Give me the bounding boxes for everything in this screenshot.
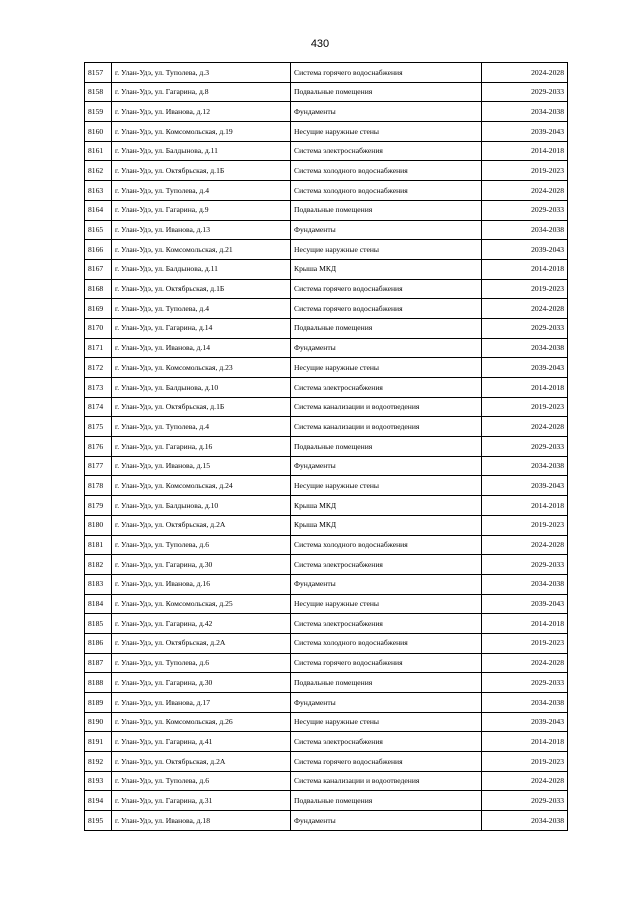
row-number-cell: 8186: [85, 633, 112, 653]
building-element-cell: Фундаменты: [291, 811, 482, 831]
repair-period-cell: 2014-2018: [482, 259, 568, 279]
repair-period-cell: 2029-2033: [482, 318, 568, 338]
repair-period-cell: 2039-2043: [482, 358, 568, 378]
address-cell: г. Улан-Удэ, ул. Туполева, д.4: [112, 417, 291, 437]
building-element-cell: Система горячего водоснабжения: [291, 63, 482, 83]
table-row: [85, 397, 568, 417]
row-number-cell: 8183: [85, 574, 112, 594]
row-number-cell: 8177: [85, 456, 112, 476]
address-cell: г. Улан-Удэ, ул. Гагарина, д.42: [112, 614, 291, 634]
row-number-cell: 8173: [85, 378, 112, 398]
building-element-cell: Фундаменты: [291, 574, 482, 594]
repair-period-cell: 2014-2018: [482, 141, 568, 161]
address-cell: г. Улан-Удэ, ул. Туполева, д.6: [112, 535, 291, 555]
building-element-cell: Несущие наружные стены: [291, 240, 482, 260]
address-cell: г. Улан-Удэ, ул. Октябрьская, д.2А: [112, 633, 291, 653]
address-cell: г. Улан-Удэ, ул. Балдынова, д.10: [112, 378, 291, 398]
building-element-cell: Система электроснабжения: [291, 732, 482, 752]
repair-period-cell: 2029-2033: [482, 200, 568, 220]
table-row: [85, 712, 568, 732]
table-row: [85, 358, 568, 378]
table-row: [85, 614, 568, 634]
address-cell: г. Улан-Удэ, ул. Гагарина, д.31: [112, 791, 291, 811]
address-cell: г. Улан-Удэ, ул. Гагарина, д.14: [112, 318, 291, 338]
row-number-cell: 8176: [85, 437, 112, 457]
building-element-cell: Система горячего водоснабжения: [291, 653, 482, 673]
address-cell: г. Улан-Удэ, ул. Туполева, д.4: [112, 181, 291, 201]
address-cell: г. Улан-Удэ, ул. Иванова, д.18: [112, 811, 291, 831]
row-number-cell: 8172: [85, 358, 112, 378]
row-number-cell: 8164: [85, 200, 112, 220]
row-number-cell: 8159: [85, 102, 112, 122]
row-number-cell: 8158: [85, 82, 112, 102]
row-number-cell: 8174: [85, 397, 112, 417]
table-row: [85, 515, 568, 535]
repair-period-cell: 2024-2028: [482, 771, 568, 791]
repair-period-cell: 2034-2038: [482, 102, 568, 122]
table-row: [85, 299, 568, 319]
table-row: [85, 122, 568, 142]
table-row: [85, 555, 568, 575]
address-cell: г. Улан-Удэ, ул. Иванова, д.16: [112, 574, 291, 594]
address-cell: г. Улан-Удэ, ул. Иванова, д.17: [112, 693, 291, 713]
address-cell: г. Улан-Удэ, ул. Комсомольская, д.25: [112, 594, 291, 614]
address-cell: г. Улан-Удэ, ул. Октябрьская, д.1Б: [112, 279, 291, 299]
page-number: 430: [310, 38, 330, 50]
repair-period-cell: 2034-2038: [482, 220, 568, 240]
table-row: [85, 791, 568, 811]
building-element-cell: Система горячего водоснабжения: [291, 299, 482, 319]
repair-period-cell: 2014-2018: [482, 496, 568, 516]
address-cell: г. Улан-Удэ, ул. Балдынова, д.11: [112, 141, 291, 161]
building-element-cell: Система холодного водоснабжения: [291, 161, 482, 181]
address-cell: г. Улан-Удэ, ул. Комсомольская, д.26: [112, 712, 291, 732]
row-number-cell: 8170: [85, 318, 112, 338]
table-row: [85, 437, 568, 457]
address-cell: г. Улан-Удэ, ул. Иванова, д.14: [112, 338, 291, 358]
row-number-cell: 8189: [85, 693, 112, 713]
building-element-cell: Фундаменты: [291, 693, 482, 713]
address-cell: г. Улан-Удэ, ул. Иванова, д.13: [112, 220, 291, 240]
repair-period-cell: 2024-2028: [482, 535, 568, 555]
building-element-cell: Система электроснабжения: [291, 378, 482, 398]
address-cell: г. Улан-Удэ, ул. Иванова, д.12: [112, 102, 291, 122]
table-row: [85, 693, 568, 713]
row-number-cell: 8157: [85, 63, 112, 83]
row-number-cell: 8195: [85, 811, 112, 831]
building-element-cell: Несущие наружные стены: [291, 476, 482, 496]
table-row: [85, 732, 568, 752]
table-row: [85, 653, 568, 673]
repair-period-cell: 2024-2028: [482, 181, 568, 201]
address-cell: г. Улан-Удэ, ул. Гагарина, д.30: [112, 673, 291, 693]
table-row: [85, 535, 568, 555]
row-number-cell: 8191: [85, 732, 112, 752]
table-row: [85, 200, 568, 220]
building-element-cell: Система электроснабжения: [291, 555, 482, 575]
table-row: [85, 771, 568, 791]
address-cell: г. Улан-Удэ, ул. Гагарина, д.8: [112, 82, 291, 102]
repair-period-cell: 2029-2033: [482, 673, 568, 693]
repair-period-cell: 2039-2043: [482, 594, 568, 614]
address-cell: г. Улан-Удэ, ул. Гагарина, д.9: [112, 200, 291, 220]
table-row: [85, 318, 568, 338]
repair-period-cell: 2019-2023: [482, 397, 568, 417]
row-number-cell: 8188: [85, 673, 112, 693]
table-row: [85, 141, 568, 161]
repair-period-cell: 2024-2028: [482, 417, 568, 437]
address-cell: г. Улан-Удэ, ул. Балдынова, д.11: [112, 259, 291, 279]
repair-period-cell: 2039-2043: [482, 476, 568, 496]
address-cell: г. Улан-Удэ, ул. Комсомольская, д.21: [112, 240, 291, 260]
address-cell: г. Улан-Удэ, ул. Балдынова, д.10: [112, 496, 291, 516]
repair-period-cell: 2019-2023: [482, 161, 568, 181]
table-row: [85, 240, 568, 260]
row-number-cell: 8178: [85, 476, 112, 496]
row-number-cell: 8165: [85, 220, 112, 240]
repair-period-cell: 2019-2023: [482, 279, 568, 299]
row-number-cell: 8168: [85, 279, 112, 299]
table-row: [85, 378, 568, 398]
table-row: [85, 181, 568, 201]
row-number-cell: 8163: [85, 181, 112, 201]
row-number-cell: 8187: [85, 653, 112, 673]
table-row: [85, 811, 568, 831]
address-cell: г. Улан-Удэ, ул. Гагарина, д.41: [112, 732, 291, 752]
repair-period-cell: 2024-2028: [482, 653, 568, 673]
row-number-cell: 8193: [85, 771, 112, 791]
repair-period-cell: 2034-2038: [482, 456, 568, 476]
repair-period-cell: 2039-2043: [482, 712, 568, 732]
row-number-cell: 8171: [85, 338, 112, 358]
address-cell: г. Улан-Удэ, ул. Комсомольская, д.19: [112, 122, 291, 142]
repair-period-cell: 2034-2038: [482, 811, 568, 831]
building-element-cell: Фундаменты: [291, 456, 482, 476]
row-number-cell: 8161: [85, 141, 112, 161]
address-cell: г. Улан-Удэ, ул. Туполева, д.6: [112, 653, 291, 673]
table-row: [85, 633, 568, 653]
row-number-cell: 8167: [85, 259, 112, 279]
table-row: [85, 673, 568, 693]
repair-period-cell: 2029-2033: [482, 82, 568, 102]
row-number-cell: 8190: [85, 712, 112, 732]
table-row: [85, 456, 568, 476]
building-element-cell: Подвальные помещения: [291, 82, 482, 102]
table-row: [85, 102, 568, 122]
row-number-cell: 8185: [85, 614, 112, 634]
table-row: [85, 63, 568, 83]
repair-period-cell: 2039-2043: [482, 240, 568, 260]
address-cell: г. Улан-Удэ, ул. Октябрьская, д.1Б: [112, 397, 291, 417]
table-row: [85, 594, 568, 614]
building-element-cell: Несущие наружные стены: [291, 712, 482, 732]
table-row: [85, 338, 568, 358]
building-element-cell: Несущие наружные стены: [291, 594, 482, 614]
repair-period-cell: 2039-2043: [482, 122, 568, 142]
row-number-cell: 8166: [85, 240, 112, 260]
building-element-cell: Система холодного водоснабжения: [291, 535, 482, 555]
address-cell: г. Улан-Удэ, ул. Иванова, д.15: [112, 456, 291, 476]
row-number-cell: 8182: [85, 555, 112, 575]
building-element-cell: Крыша МКД: [291, 496, 482, 516]
table-row: [85, 417, 568, 437]
building-element-cell: Подвальные помещения: [291, 673, 482, 693]
table-body: [85, 63, 568, 831]
repair-period-cell: 2014-2018: [482, 732, 568, 752]
table-row: [85, 496, 568, 516]
table-row: [85, 574, 568, 594]
table-row: [85, 259, 568, 279]
row-number-cell: 8160: [85, 122, 112, 142]
table-row: [85, 82, 568, 102]
address-cell: г. Улан-Удэ, ул. Туполева, д.6: [112, 771, 291, 791]
repair-period-cell: 2024-2028: [482, 63, 568, 83]
building-element-cell: Крыша МКД: [291, 515, 482, 535]
building-element-cell: Подвальные помещения: [291, 791, 482, 811]
building-element-cell: Несущие наружные стены: [291, 358, 482, 378]
address-cell: г. Улан-Удэ, ул. Гагарина, д.16: [112, 437, 291, 457]
address-cell: г. Улан-Удэ, ул. Туполева, д.4: [112, 299, 291, 319]
address-cell: г. Улан-Удэ, ул. Комсомольская, д.24: [112, 476, 291, 496]
address-cell: г. Улан-Удэ, ул. Октябрьская, д.2А: [112, 752, 291, 772]
building-element-cell: Фундаменты: [291, 220, 482, 240]
table-row: [85, 279, 568, 299]
repair-period-cell: 2019-2023: [482, 752, 568, 772]
repair-period-cell: 2029-2033: [482, 437, 568, 457]
table-row: [85, 220, 568, 240]
building-element-cell: Несущие наружные стены: [291, 122, 482, 142]
row-number-cell: 8194: [85, 791, 112, 811]
row-number-cell: 8169: [85, 299, 112, 319]
building-element-cell: Фундаменты: [291, 338, 482, 358]
building-element-cell: Система холодного водоснабжения: [291, 633, 482, 653]
row-number-cell: 8181: [85, 535, 112, 555]
row-number-cell: 8162: [85, 161, 112, 181]
building-element-cell: Подвальные помещения: [291, 437, 482, 457]
building-element-cell: Подвальные помещения: [291, 200, 482, 220]
repair-period-cell: 2034-2038: [482, 338, 568, 358]
address-cell: г. Улан-Удэ, ул. Октябрьская, д.2А: [112, 515, 291, 535]
row-number-cell: 8175: [85, 417, 112, 437]
repair-period-cell: 2024-2028: [482, 299, 568, 319]
building-element-cell: Система канализации и водоотведения: [291, 397, 482, 417]
repair-period-cell: 2034-2038: [482, 574, 568, 594]
row-number-cell: 8192: [85, 752, 112, 772]
repair-period-cell: 2029-2033: [482, 791, 568, 811]
repair-period-cell: 2014-2018: [482, 378, 568, 398]
row-number-cell: 8179: [85, 496, 112, 516]
repair-schedule-table: [84, 62, 568, 831]
building-element-cell: Система канализации и водоотведения: [291, 771, 482, 791]
building-element-cell: Система горячего водоснабжения: [291, 279, 482, 299]
row-number-cell: 8184: [85, 594, 112, 614]
building-element-cell: Система холодного водоснабжения: [291, 181, 482, 201]
building-element-cell: Система канализации и водоотведения: [291, 417, 482, 437]
table-row: [85, 476, 568, 496]
address-cell: г. Улан-Удэ, ул. Гагарина, д.30: [112, 555, 291, 575]
building-element-cell: Система электроснабжения: [291, 614, 482, 634]
address-cell: г. Улан-Удэ, ул. Туполева, д.3: [112, 63, 291, 83]
repair-period-cell: 2014-2018: [482, 614, 568, 634]
table-row: [85, 752, 568, 772]
address-cell: г. Улан-Удэ, ул. Комсомольская, д.23: [112, 358, 291, 378]
repair-period-cell: 2034-2038: [482, 693, 568, 713]
address-cell: г. Улан-Удэ, ул. Октябрьская, д.1Б: [112, 161, 291, 181]
repair-period-cell: 2029-2033: [482, 555, 568, 575]
building-element-cell: Система электроснабжения: [291, 141, 482, 161]
repair-period-cell: 2019-2023: [482, 633, 568, 653]
building-element-cell: Система горячего водоснабжения: [291, 752, 482, 772]
repair-period-cell: 2019-2023: [482, 515, 568, 535]
row-number-cell: 8180: [85, 515, 112, 535]
building-element-cell: Фундаменты: [291, 102, 482, 122]
table-row: [85, 161, 568, 181]
building-element-cell: Крыша МКД: [291, 259, 482, 279]
building-element-cell: Подвальные помещения: [291, 318, 482, 338]
